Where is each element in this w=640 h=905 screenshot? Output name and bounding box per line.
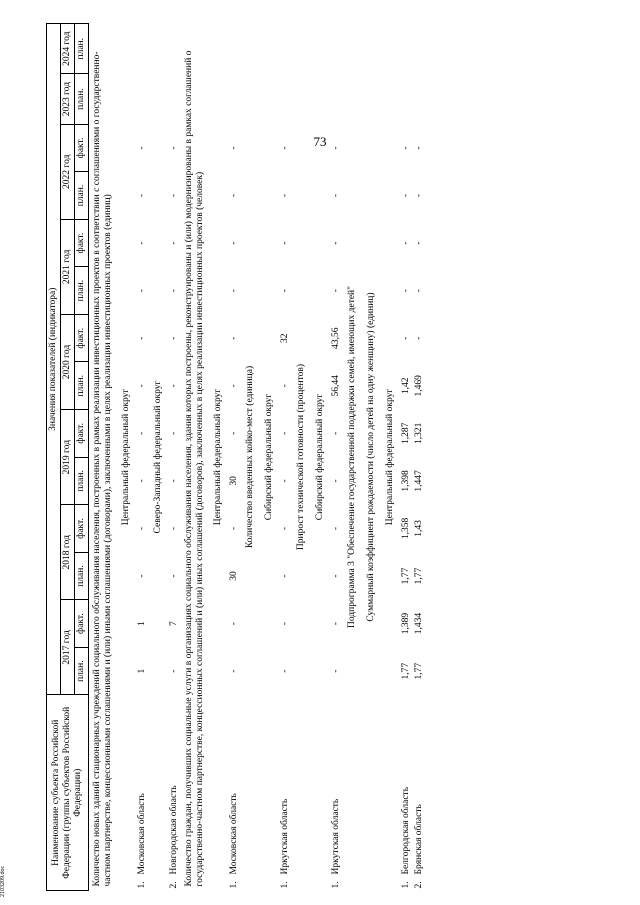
value-cell: - bbox=[137, 336, 147, 340]
value-cell: - bbox=[331, 669, 341, 673]
empty-cell bbox=[279, 74, 292, 124]
header-fact: факт. bbox=[75, 600, 89, 648]
value-cell: 7 bbox=[169, 621, 179, 626]
value-cell: - bbox=[280, 574, 290, 578]
footer-filename: 2103209.doc bbox=[0, 865, 6, 897]
region-name: Белгородская область bbox=[401, 786, 411, 875]
value-cell: - bbox=[229, 431, 239, 435]
region-cell bbox=[279, 695, 292, 891]
header-fact: факт. bbox=[75, 124, 89, 172]
value-cell: 1,389 bbox=[401, 612, 411, 635]
value-cell: - bbox=[401, 146, 411, 150]
value-cell: 1,77 bbox=[401, 567, 411, 585]
value-cell: - bbox=[331, 622, 341, 626]
value-cell: - bbox=[280, 669, 290, 673]
district-heading: Центральный федеральный округ bbox=[121, 388, 131, 526]
district-heading-row bbox=[381, 24, 400, 891]
value-cell: - bbox=[137, 479, 147, 483]
value-cell: 1,77 bbox=[414, 662, 424, 680]
district-heading-row bbox=[149, 24, 168, 891]
value-cell: 1,358 bbox=[401, 517, 411, 540]
value-cell: - bbox=[229, 289, 239, 293]
value-cell: - bbox=[169, 669, 179, 673]
row-number: 2. bbox=[414, 881, 424, 889]
row-number: 1. bbox=[229, 881, 239, 889]
value-cell: - bbox=[414, 289, 424, 293]
value-cell: - bbox=[280, 431, 290, 435]
header-year: 2018 год bbox=[61, 505, 75, 600]
program-heading-row bbox=[241, 24, 260, 891]
table-row bbox=[279, 24, 292, 891]
header-plan: план. bbox=[75, 552, 89, 600]
value-cell: - bbox=[331, 526, 341, 531]
district-heading: Центральный федеральный округ bbox=[385, 388, 395, 526]
value-cell: - bbox=[137, 193, 147, 198]
value-cell: - bbox=[280, 146, 290, 150]
empty-cell bbox=[228, 74, 241, 124]
value-cell: - bbox=[401, 193, 411, 198]
value-cell: - bbox=[280, 479, 290, 483]
district-heading-row bbox=[311, 24, 330, 891]
value-cell: - bbox=[169, 241, 179, 245]
region-cell bbox=[136, 695, 149, 891]
value-cell: - bbox=[280, 622, 290, 626]
indicator-description: Количество новых зданий стационарных учреждений социального обслуживания населения, построенных в рамках реализации инвестиционных проектов в соответствии с соглашениями о государственно-частном партнерстве, концессионными соглашениями и (или) иными соглашениями (договорами), заключенными в целях реализации инвестиционных проектов (единиц) bbox=[92, 51, 113, 887]
empty-cell bbox=[168, 24, 181, 74]
table-header bbox=[47, 24, 89, 891]
row-number: 1. bbox=[401, 881, 411, 889]
value-cell: 1,321 bbox=[414, 422, 424, 445]
empty-cell bbox=[413, 24, 426, 74]
empty-cell bbox=[400, 24, 413, 74]
value-cell: - bbox=[229, 241, 239, 245]
table-row bbox=[413, 24, 426, 891]
value-cell: - bbox=[280, 193, 290, 198]
value-cell: 1,398 bbox=[401, 470, 411, 492]
program-heading: Прирост технической готовности (процентов) bbox=[296, 363, 306, 551]
value-cell: - bbox=[414, 241, 424, 245]
indicator-description-row bbox=[181, 24, 209, 891]
district-heading: Сибирский федеральный округ bbox=[315, 393, 325, 521]
empty-cell bbox=[279, 24, 292, 74]
row-number: 1. bbox=[331, 881, 341, 889]
value-cell: 1,43 bbox=[414, 520, 424, 537]
program-heading-row bbox=[343, 24, 362, 891]
value-cell: 1,77 bbox=[401, 662, 411, 680]
value-cell: - bbox=[137, 241, 147, 245]
value-cell: - bbox=[414, 193, 424, 198]
value-cell: - bbox=[229, 526, 239, 531]
row-number: 1. bbox=[280, 881, 290, 889]
district-heading-row bbox=[260, 24, 279, 891]
region-name: Новгородская область bbox=[169, 785, 179, 875]
region-cell bbox=[413, 695, 426, 891]
value-cell: 1,434 bbox=[414, 612, 424, 635]
header-fact: факт. bbox=[75, 410, 89, 458]
region-cell bbox=[330, 695, 343, 891]
value-cell: - bbox=[229, 193, 239, 198]
district-heading-row bbox=[209, 24, 228, 891]
header-year: 2023 год bbox=[61, 74, 75, 124]
value-cell: - bbox=[331, 574, 341, 578]
value-cell: - bbox=[169, 574, 179, 578]
value-cell: - bbox=[229, 384, 239, 388]
empty-cell bbox=[413, 74, 426, 124]
value-cell: 1 bbox=[137, 668, 147, 674]
rotated-page bbox=[46, 23, 626, 891]
header-fact: факт. bbox=[75, 505, 89, 553]
table-row bbox=[228, 24, 241, 891]
header-name-column: Наименование субъекта Российской Федерации (группы субъектов Российской Федерации) bbox=[47, 695, 89, 891]
indicator-description: Количество граждан, получивших социальные услуги в организациях социального обслуживания населения, здания которых построены, реконструированы и (или) модернизированы в рамках соглашений о государственно-частном партнерстве, концессионных соглашений и (или) иных соглашений (договоров), заключенных в целях реализации инвестиционных проектов (человек) bbox=[184, 50, 205, 887]
header-plan: план. bbox=[75, 74, 89, 124]
table-row bbox=[168, 24, 181, 891]
program-heading: Количество введенных койко-мест (единица) bbox=[245, 365, 255, 549]
program-heading-row bbox=[362, 24, 381, 891]
value-cell: - bbox=[401, 289, 411, 293]
value-cell: - bbox=[169, 431, 179, 435]
district-heading: Сибирский федеральный округ bbox=[264, 393, 274, 521]
value-cell: 1,77 bbox=[414, 567, 424, 585]
value-cell: - bbox=[137, 146, 147, 150]
value-cell: 1 bbox=[137, 621, 147, 626]
value-cell: 56,44 bbox=[331, 375, 341, 397]
value-cell: - bbox=[137, 574, 147, 578]
value-cell: - bbox=[169, 526, 179, 531]
empty-cell bbox=[228, 24, 241, 74]
value-cell: - bbox=[280, 384, 290, 388]
value-cell: - bbox=[331, 241, 341, 245]
region-cell bbox=[400, 695, 413, 891]
header-plan: план. bbox=[75, 362, 89, 410]
header-fact: факт. bbox=[75, 219, 89, 267]
value-cell: - bbox=[331, 146, 341, 150]
region-name: Московская область bbox=[137, 793, 147, 875]
header-plan: план. bbox=[75, 172, 89, 220]
region-name: Иркутская область bbox=[331, 798, 341, 875]
value-cell: 32 bbox=[280, 333, 290, 343]
value-cell: - bbox=[137, 384, 147, 388]
page-number: 73 bbox=[313, 134, 327, 149]
header-plan: план. bbox=[75, 267, 89, 315]
header-year: 2017 год bbox=[61, 600, 75, 695]
value-cell: - bbox=[229, 669, 239, 673]
value-cell: 1,469 bbox=[414, 375, 424, 397]
value-cell: - bbox=[169, 336, 179, 340]
row-number: 1. bbox=[137, 881, 147, 889]
value-cell: - bbox=[169, 289, 179, 293]
district-heading: Центральный федеральный округ bbox=[213, 388, 223, 526]
empty-cell bbox=[136, 74, 149, 124]
header-plan: план. bbox=[75, 457, 89, 505]
value-cell: - bbox=[137, 431, 147, 435]
region-name: Московская область bbox=[229, 793, 239, 875]
header-values-title: Значения показателей (индикатора) bbox=[47, 24, 61, 695]
header-plan: план. bbox=[75, 24, 89, 74]
indicator-description-row bbox=[89, 24, 118, 891]
table-row bbox=[400, 24, 413, 891]
empty-cell bbox=[400, 74, 413, 124]
value-cell: - bbox=[401, 336, 411, 340]
value-cell: - bbox=[331, 479, 341, 483]
district-heading-row bbox=[117, 24, 136, 891]
value-cell: - bbox=[414, 146, 424, 150]
value-cell: - bbox=[331, 431, 341, 435]
value-cell: - bbox=[280, 289, 290, 293]
program-heading: Суммарный коэффициент рождаемости (число детей на одну женщину) (единиц) bbox=[366, 292, 376, 622]
region-cell bbox=[168, 695, 181, 891]
value-cell: - bbox=[229, 622, 239, 626]
value-cell: - bbox=[229, 336, 239, 340]
value-cell: - bbox=[169, 193, 179, 198]
value-cell: - bbox=[137, 526, 147, 531]
value-cell: - bbox=[169, 479, 179, 483]
row-number: 2. bbox=[169, 881, 179, 889]
header-fact: факт. bbox=[75, 314, 89, 362]
indicators-table bbox=[46, 23, 426, 891]
header-year: 2019 год bbox=[61, 410, 75, 505]
program-heading-row bbox=[292, 24, 311, 891]
value-cell: 1,42 bbox=[401, 377, 411, 395]
empty-cell bbox=[136, 24, 149, 74]
value-cell: 1,447 bbox=[414, 470, 424, 492]
region-name: Брянская область bbox=[414, 804, 424, 875]
district-heading: Северо-Западный федеральный округ bbox=[153, 380, 163, 534]
value-cell: - bbox=[137, 289, 147, 293]
value-cell: - bbox=[169, 384, 179, 388]
value-cell: 30 bbox=[229, 571, 239, 581]
region-name: Иркутская область bbox=[280, 798, 290, 875]
table-row bbox=[330, 24, 343, 891]
value-cell: - bbox=[280, 526, 290, 531]
value-cell: - bbox=[280, 241, 290, 245]
value-cell: - bbox=[169, 146, 179, 150]
region-cell bbox=[228, 695, 241, 891]
value-cell: - bbox=[229, 146, 239, 150]
header-year: 2020 год bbox=[61, 314, 75, 409]
value-cell: 43,56 bbox=[331, 327, 341, 349]
header-year: 2021 год bbox=[61, 219, 75, 314]
header-plan: план. bbox=[75, 647, 89, 695]
table-row bbox=[136, 24, 149, 891]
empty-cell bbox=[330, 74, 343, 124]
value-cell: - bbox=[401, 241, 411, 245]
value-cell: 30 bbox=[229, 476, 239, 486]
value-cell: 1,287 bbox=[401, 422, 411, 445]
empty-cell bbox=[168, 74, 181, 124]
table-body bbox=[89, 24, 427, 891]
value-cell: - bbox=[331, 289, 341, 293]
header-year: 2024 год bbox=[61, 24, 75, 74]
value-cell: - bbox=[331, 193, 341, 198]
value-cell: - bbox=[414, 336, 424, 340]
header-year: 2022 год bbox=[61, 124, 75, 219]
empty-cell bbox=[330, 24, 343, 74]
program-heading: Подпрограмма 3 "Обеспечение государственной поддержки семей, имеющих детей" bbox=[347, 285, 357, 629]
